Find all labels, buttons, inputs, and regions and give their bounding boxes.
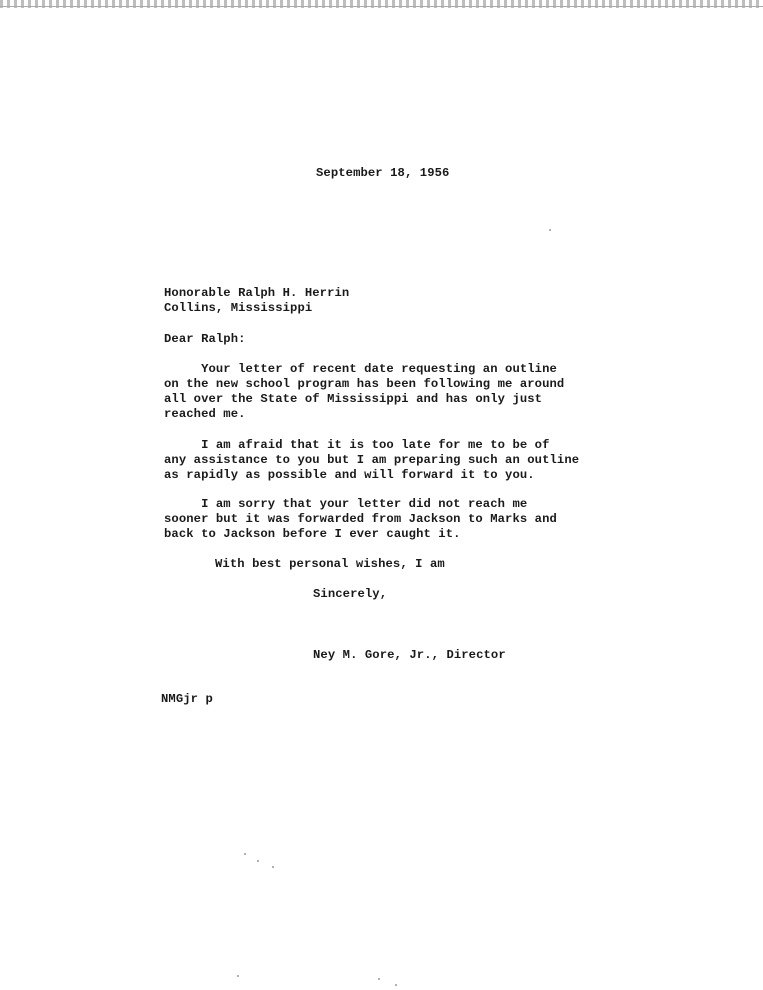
page-top-rule (0, 6, 763, 7)
paragraph-3-line-3: back to Jackson before I ever caught it. (164, 527, 461, 541)
closing: Sincerely, (313, 587, 388, 601)
scan-speck (395, 984, 397, 986)
paragraph-1-line-2: on the new school program has been following me around (164, 377, 565, 391)
paragraph-1-line-3: all over the State of Mississippi and has only just (164, 392, 543, 406)
salutation: Dear Ralph: (164, 332, 246, 346)
paragraph-3-line-2: sooner but it was forwarded from Jackson to Marks and (164, 512, 557, 526)
recipient-location: Collins, Mississippi (164, 301, 313, 315)
paragraph-2-line-2: any assistance to you but I am preparing such an outline (164, 453, 580, 467)
paragraph-2-line-3: as rapidly as possible and will forward it to you. (164, 468, 535, 482)
typist-initials: NMGjr p (161, 692, 213, 706)
paragraph-2-line-1: I am afraid that it is too late for me to be of (164, 438, 550, 452)
paragraph-1-line-1: Your letter of recent date requesting an outline (164, 362, 557, 376)
signature-line: Ney M. Gore, Jr., Director (313, 648, 506, 662)
scan-speck (549, 229, 551, 231)
paragraph-1-line-4: reached me. (164, 407, 246, 421)
scan-speck (378, 978, 380, 980)
scan-speck (237, 975, 239, 977)
letter-date: September 18, 1956 (316, 166, 450, 180)
paragraph-3-line-1: I am sorry that your letter did not reach me (164, 497, 528, 511)
recipient-name: Honorable Ralph H. Herrin (164, 286, 350, 300)
closing-wish: With best personal wishes, I am (215, 557, 445, 571)
scan-speck (244, 853, 246, 855)
scan-speck (272, 866, 274, 868)
scan-speck (257, 860, 259, 862)
